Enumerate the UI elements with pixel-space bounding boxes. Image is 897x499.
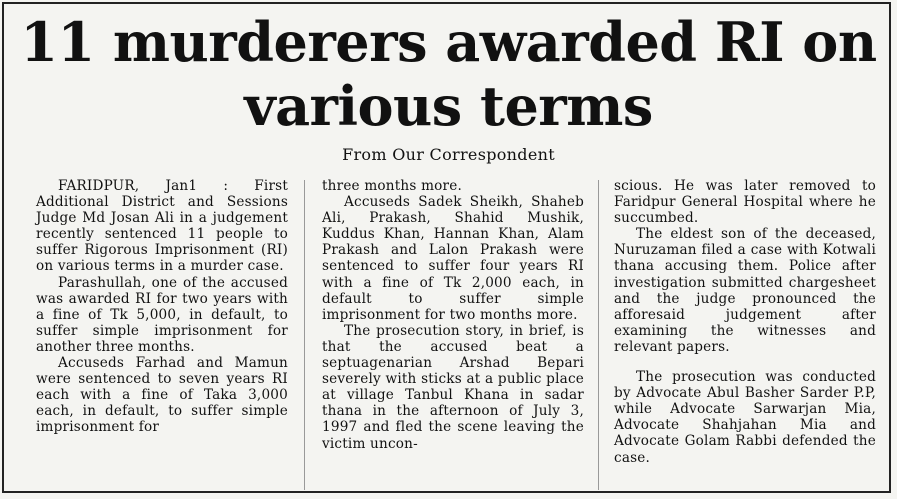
headline-line-1: 11 murderers awarded RI on (20, 10, 877, 74)
column-divider (598, 180, 599, 490)
paragraph: three months more. (322, 178, 463, 194)
paragraph: Parashullah, one of the accused was awarded RI for two years with a fine of Tk 5,000, in default, to suffer simple imprisonment for another three months. (36, 274, 288, 355)
article-column-3 (614, 178, 876, 466)
article-column-2 (322, 178, 584, 452)
column-divider (304, 180, 305, 490)
headline-line-2: various terms (244, 74, 653, 138)
paragraph: The eldest son of the deceased, Nuruzaman filed a case with Kotwali thana accusing them. Police after investigation submitted chargesheet and the judge pronounced the afforesaid judgement after examining the witnesses and relevant papers. (614, 226, 876, 355)
paragraph: The prosecution was conducted by Advocate Abul Basher Sarder P.P, while Advocate Sarwarjan Mia, Advocate Shahjahan Mia and Advocate Golam Rabbi defended the case. (614, 369, 876, 466)
paragraph: FARIDPUR, Jan1 : First Additional District and Sessions Judge Md Josan Ali in a judgement recently sentenced 11 people to suffer Rigorous Imprisonment (RI) on various terms in a murder case. (36, 178, 288, 275)
article-column-1 (36, 178, 288, 436)
byline: From Our Correspondent (342, 145, 555, 164)
paragraph: Accuseds Sadek Sheikh, Shaheb Ali, Prakash, Shahid Mushik, Kuddus Khan, Hannan Khan, Alam Prakash and Lalon Prakash were sentenced to suffer four years RI with a fine of Tk 2,000 each, in default to suffer simple imprisonment for two months more. (322, 194, 584, 323)
paragraph: Accuseds Farhad and Mamun were sentenced to seven years RI each with a fine of Taka 3,000 each, in default, to suffer simple imprisonment for (36, 355, 288, 436)
paragraph: The prosecution story, in brief, is that the accused beat a septuagenarian Arshad Bepari severely with sticks at a public place at village Tanbul Khana in sadar thana in the afternoon of July 3, 1997 and fled the scene leaving the victim uncon- (322, 322, 584, 452)
paragraph: scious. He was later removed to Faridpur General Hospital where he succumbed. (614, 178, 876, 227)
